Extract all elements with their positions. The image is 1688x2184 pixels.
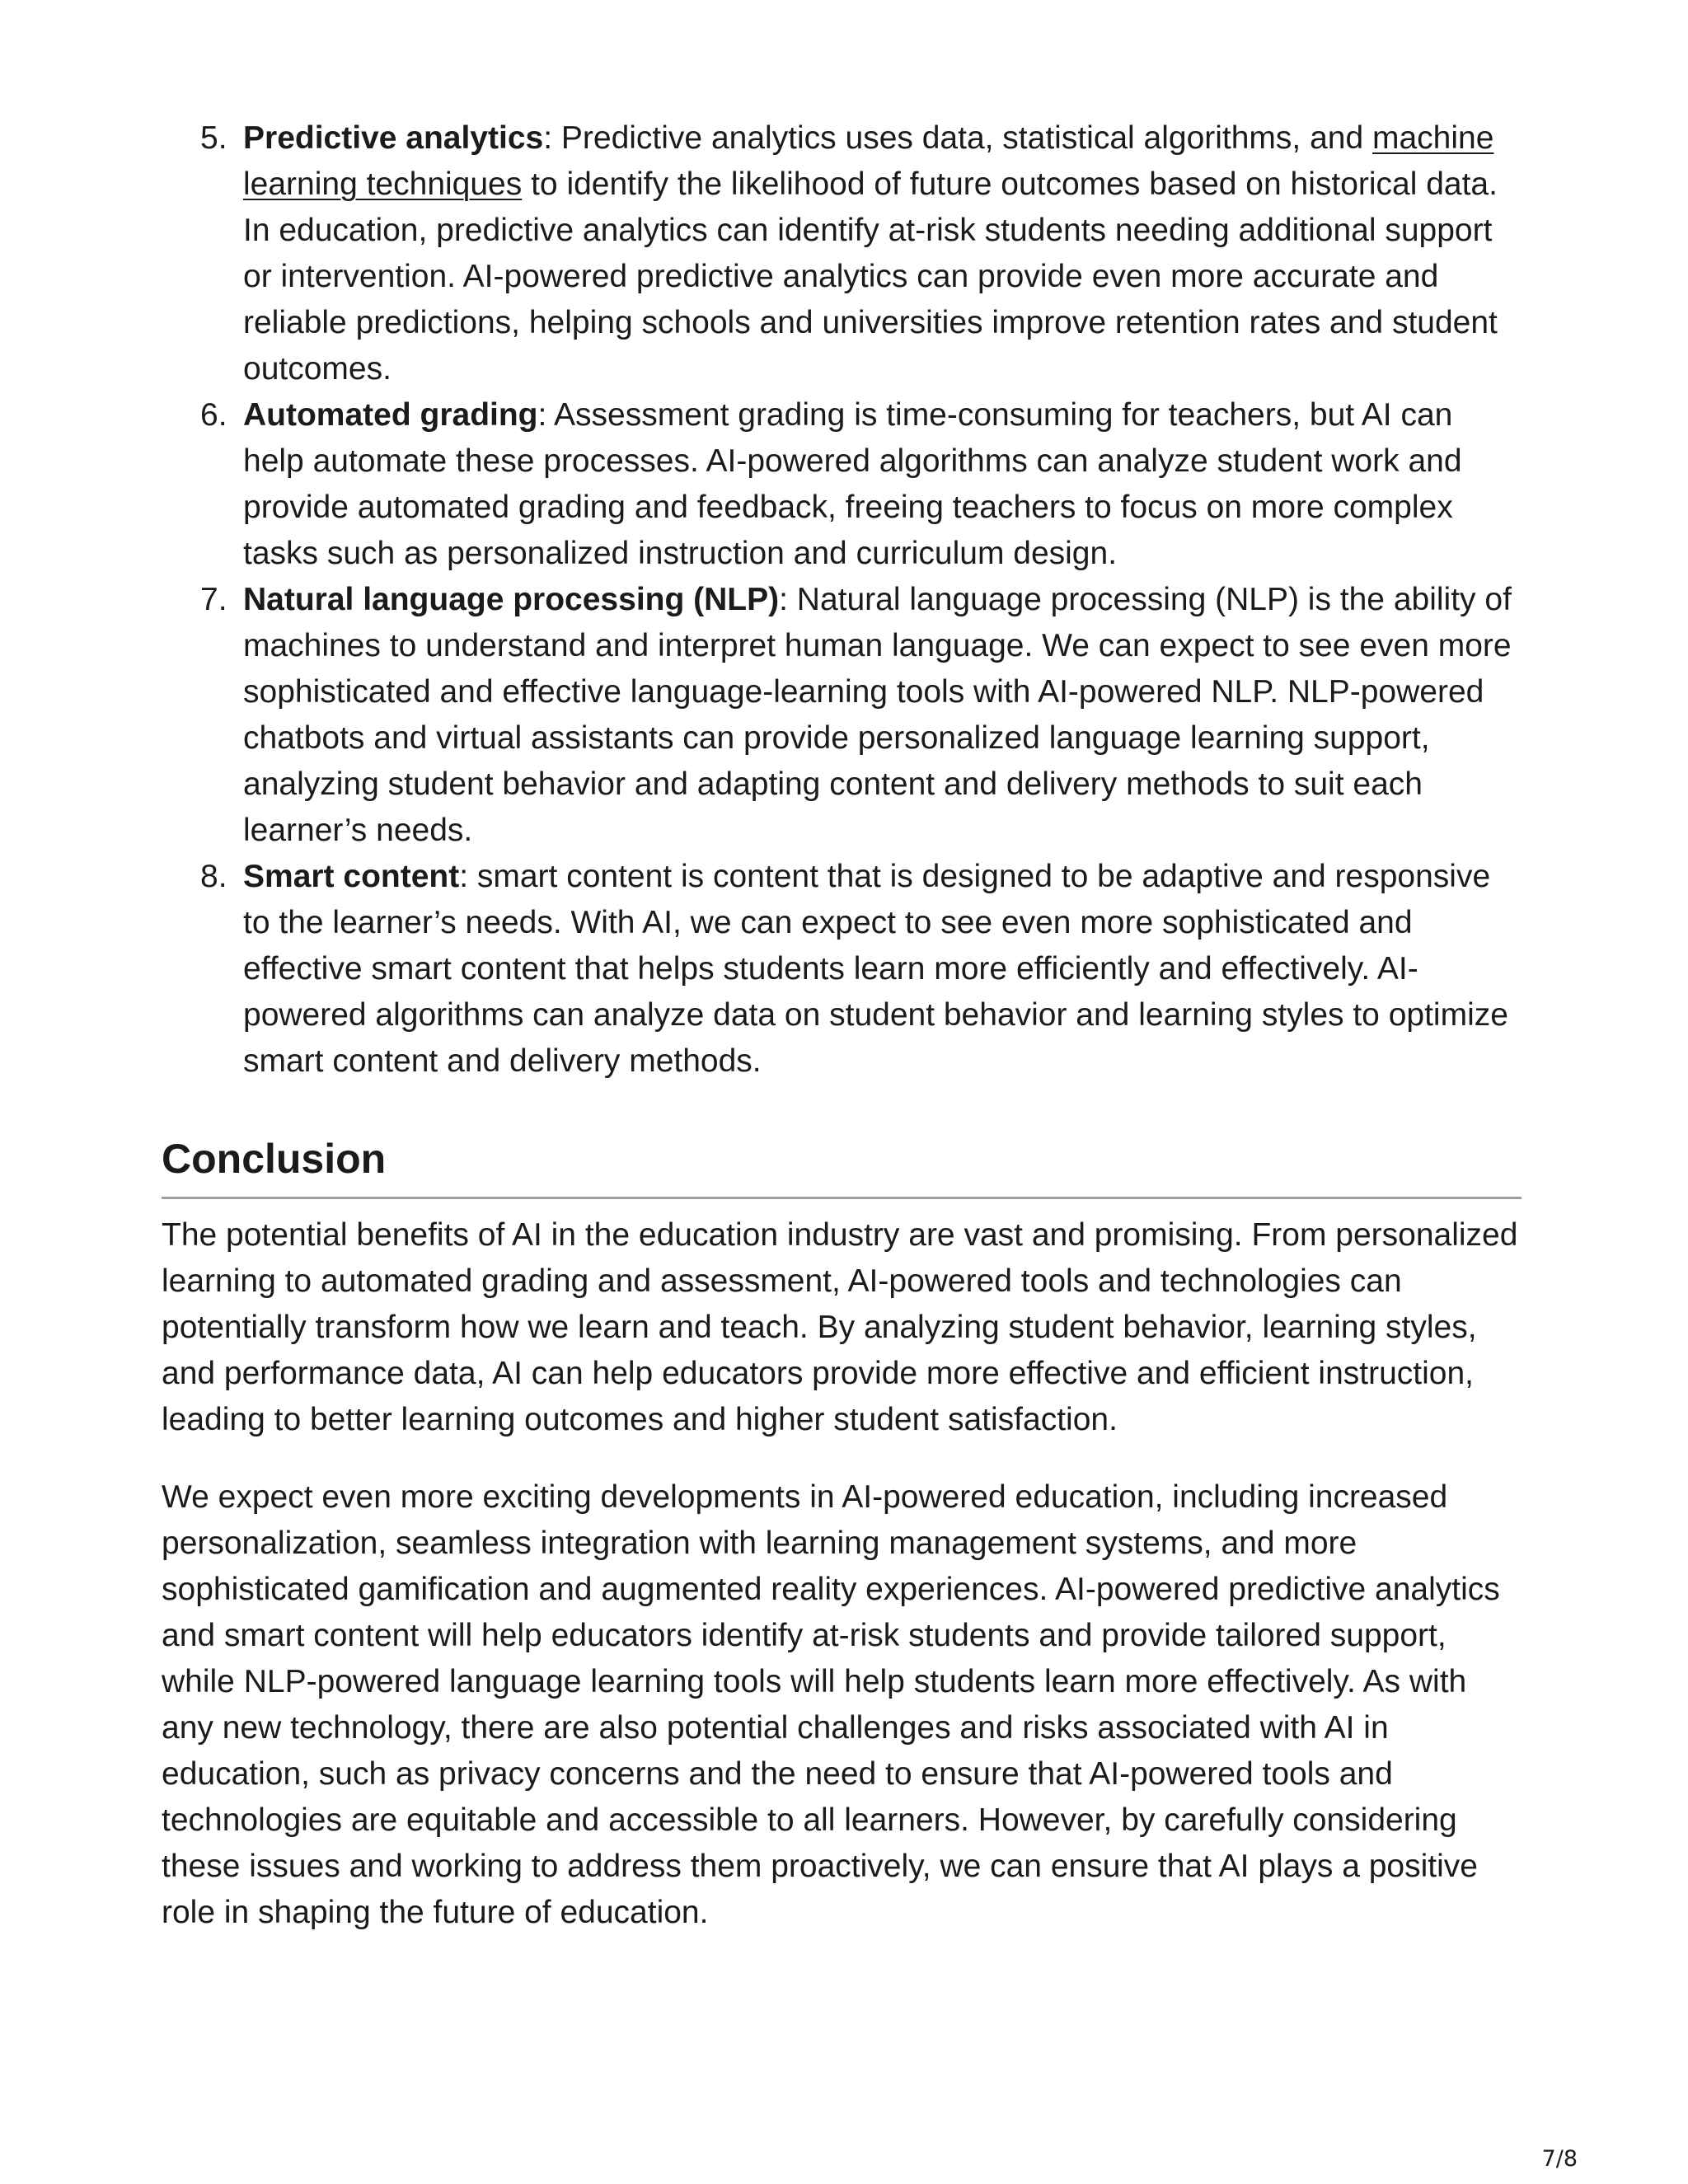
list-item: [200, 392, 1522, 577]
list-item-number: 7.: [200, 582, 227, 617]
list-item-text: to identify the likelihood of future outcomes based on historical data. In education, predictive analytics can identify at-risk students needing additional support or intervention. AI-powered predictive analytics can provide even more accurate and reliable predictions, helping schools and universities improve retention rates and student outcomes.: [243, 166, 1498, 387]
conclusion-heading: Conclusion: [162, 1132, 1522, 1199]
article-content: [162, 115, 1522, 1936]
list-item-number: 6.: [200, 397, 227, 433]
numbered-list: [162, 115, 1522, 1085]
list-item-title: Smart content: [243, 859, 460, 894]
list-item: [200, 854, 1522, 1085]
list-item-text: : Natural language processing (NLP) is the ability of machines to understand and interpret human language. We can expect to see even more sophisticated and effective language-learning tools with AI-powered NLP. NLP-powered chatbots and virtual assistants can provide personalized language learning support, analyzing student behavior and adapting content and delivery methods to suit each learner’s needs.: [243, 582, 1512, 848]
list-item-title: Automated grading: [243, 397, 538, 433]
list-item: [200, 115, 1522, 392]
page-number: 7/8: [1541, 2146, 1578, 2172]
list-item-number: 8.: [200, 859, 227, 894]
list-item-text: : smart content is content that is designed to be adaptive and responsive to the learner’s needs. With AI, we can expect to see even more sophisticated and effective smart content that helps students learn more efficiently and effectively. AI-powered algorithms can analyze data on student behavior and learning styles to optimize smart content and delivery methods.: [243, 859, 1508, 1079]
list-item-title: Natural language processing (NLP): [243, 582, 780, 617]
list-item-text: : Assessment grading is time-consuming for teachers, but AI can help automate these processes. AI-powered algorithms can analyze student work and provide automated grading and feedback, freeing teachers to focus on more complex tasks such as personalized instruction and curriculum design.: [243, 397, 1462, 571]
conclusion-paragraph: The potential benefits of AI in the education industry are vast and promising. From personalized learning to automated grading and assessment, AI-powered tools and technologies can potentially transform how we learn and teach. By analyzing student behavior, learning styles, and performance data, AI can help educators provide more effective and efficient instruction, leading to better learning outcomes and higher student satisfaction.: [162, 1217, 1518, 1437]
list-item-title: Predictive analytics: [243, 120, 544, 156]
conclusion-paragraph: We expect even more exciting developments in AI-powered education, including increased personalization, seamless integration with learning management systems, and more sophisticated gamification and augmented reality experiences. AI-powered predictive analytics and smart content will help educators identify at-risk students and provide tailored support, while NLP-powered language learning tools will help students learn more effectively. As with any new technology, there are also potential challenges and risks associated with AI in education, such as privacy concerns and the need to ensure that AI-powered tools and technologies are equitable and accessible to all learners. However, by carefully considering these issues and working to address them proactively, we can ensure that AI plays a positive role in shaping the future of education.: [162, 1479, 1500, 1930]
machine-learning-link[interactable]: machine learning techniques: [243, 120, 1494, 202]
list-item: [200, 577, 1522, 854]
list-item-text: : Predictive analytics uses data, statistical algorithms, and: [543, 120, 1372, 156]
list-item-number: 5.: [200, 120, 227, 156]
